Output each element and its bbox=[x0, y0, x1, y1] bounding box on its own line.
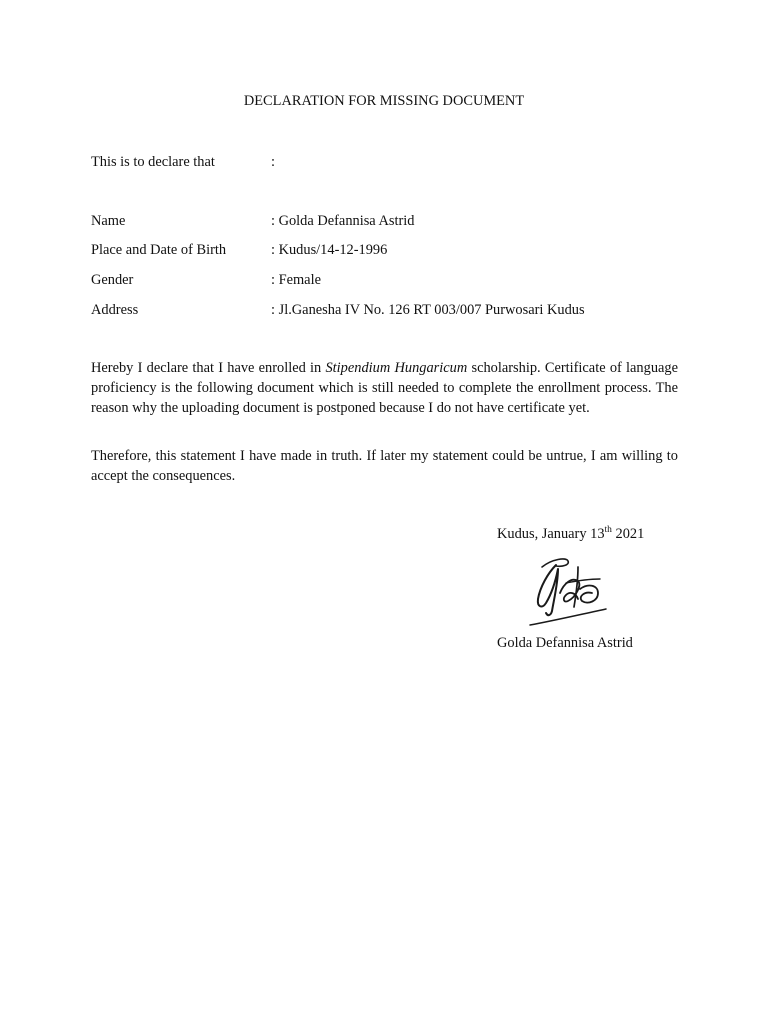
paragraph-text-end: scholarship. Certificate of language proficiency is the following document which is still needed to complete the enrollment process. The reason why the uploading document is postponed because I do not have certificate yet. bbox=[91, 360, 678, 416]
field-value-address: : Jl.Ganesha IV No. 126 RT 003/007 Purwosari Kudus bbox=[271, 302, 585, 318]
field-label-gender: Gender bbox=[91, 272, 134, 288]
field-value-name: : Golda Defannisa Astrid bbox=[271, 213, 415, 229]
handwritten-signature-icon bbox=[522, 553, 614, 631]
place-date-prefix: Kudus, January 13 bbox=[497, 526, 605, 542]
place-date bbox=[497, 524, 644, 544]
intro-colon: : bbox=[271, 154, 275, 170]
field-label-birth: Place and Date of Birth bbox=[91, 242, 227, 258]
declaration-paragraph bbox=[91, 358, 678, 418]
document-title: DECLARATION FOR MISSING DOCUMENT bbox=[243, 93, 525, 109]
paragraph-text-start: Hereby I declare that I have enrolled in bbox=[91, 360, 326, 376]
field-label-address: Address bbox=[91, 302, 139, 318]
place-date-year: 2021 bbox=[611, 526, 645, 542]
field-value-birth: : Kudus/14-12-1996 bbox=[271, 242, 388, 258]
ordinal-suffix: th bbox=[604, 525, 612, 535]
signer-name: Golda Defannisa Astrid bbox=[497, 635, 633, 651]
truth-statement-paragraph: Therefore, this statement I have made in truth. If later my statement could be untrue, I am willing to accept the consequences. bbox=[91, 448, 678, 484]
intro-label: This is to declare that bbox=[91, 154, 215, 170]
scholarship-name: Stipendium Hungaricum bbox=[325, 360, 468, 376]
field-value-gender: : Female bbox=[271, 272, 321, 288]
field-label-name: Name bbox=[91, 213, 126, 229]
